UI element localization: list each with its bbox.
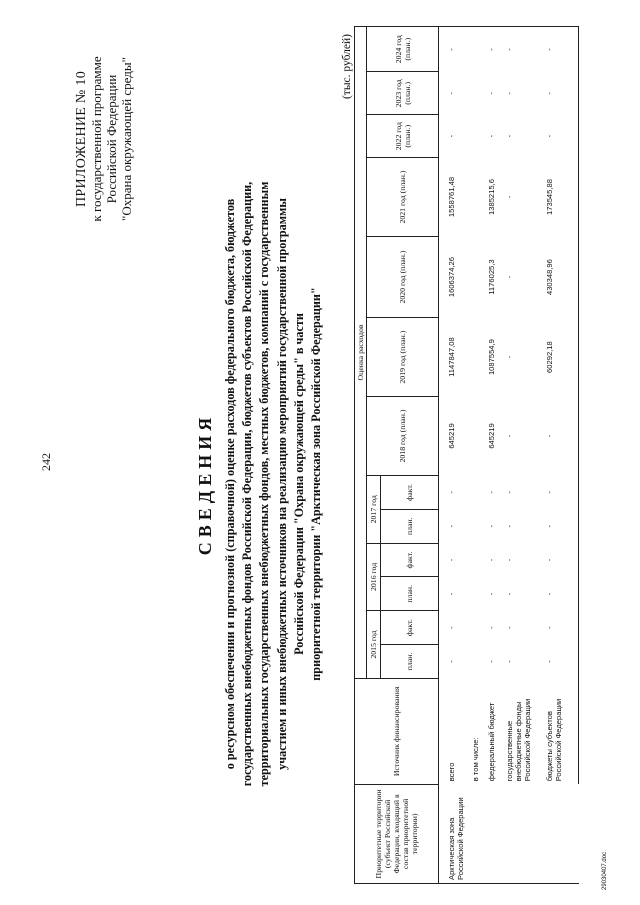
value-cell: - <box>504 434 514 438</box>
value-cell: 173545,88 <box>543 158 579 237</box>
value-cell: - <box>486 491 496 494</box>
header-year-2020: 2020 год (план.) <box>367 236 439 317</box>
table-row <box>485 27 503 884</box>
territory-name: Арктическая зона Российской Федерации <box>439 784 579 883</box>
value-cell: 1176025,3 <box>486 259 496 295</box>
header-fact: факт. <box>381 475 439 509</box>
value-cell <box>469 72 485 115</box>
header-year-2021: 2021 год (план.) <box>367 158 439 237</box>
header-fact: факт. <box>381 611 439 645</box>
header-year-2015: 2015 год <box>367 611 381 679</box>
header-year-2022: 2022 год (план.) <box>367 115 439 158</box>
value-cell: - <box>486 592 496 596</box>
value-cell: - <box>543 611 579 645</box>
document-code: 29030407.doc <box>602 851 608 890</box>
value-cell: - <box>543 397 579 476</box>
subheading-line: о ресурсном обеспечении и прогнозной (справочной) оценке расходов федерального бюджета, бюджетов <box>223 198 237 770</box>
value-cell: - <box>504 355 514 359</box>
value-cell <box>469 115 485 158</box>
value-cell: - <box>447 558 456 562</box>
value-cell <box>469 236 485 317</box>
value-cell: - <box>447 134 456 138</box>
appendix-title: ПРИЛОЖЕНИЕ № 10 <box>74 71 89 207</box>
value-cell: - <box>504 524 514 528</box>
table-row <box>503 27 543 884</box>
subheading-line: государственных внебюджетных фондов Российской Федерации, бюджетов субъектов Российской Федерации, <box>240 181 255 787</box>
value-cell: - <box>486 134 496 138</box>
value-cell: - <box>504 626 514 629</box>
source-cell: государственные внебюджетные фонды Российской Федерации <box>504 698 532 782</box>
appendix-line: к государственной программе <box>89 56 104 222</box>
value-cell: - <box>504 592 514 596</box>
value-cell: - <box>486 524 496 528</box>
unit-label: (тыс. рублей) <box>341 34 353 100</box>
source-cell: бюджеты субъектов Российской Федерации <box>543 678 579 784</box>
header-year-2018: 2018 год (план.) <box>367 397 439 476</box>
appendix-line: "Охрана окружающей среды" <box>119 57 134 221</box>
table-body <box>439 27 579 884</box>
header-fact: факт. <box>381 543 439 577</box>
source-cell: федеральный бюджет <box>486 702 496 782</box>
value-cell: - <box>485 27 503 72</box>
header-year-2019: 2019 год (план.) <box>367 318 439 397</box>
value-cell <box>469 611 485 645</box>
value-cell: - <box>447 92 456 95</box>
subheading-line: Российской Федерации "Охрана окружающей среды" в части <box>291 313 306 655</box>
header-source: Источник финансирования <box>355 678 439 784</box>
value-cell: - <box>439 27 469 72</box>
value-cell <box>469 27 485 72</box>
header-year-2024: 2024 год (план.) <box>367 27 439 72</box>
value-cell: - <box>504 558 514 562</box>
subheading-line: приоритетной территории "Арктическая зона Российской Федерации" <box>309 287 324 681</box>
appendix-block <box>74 29 134 249</box>
value-cell: - <box>543 475 579 509</box>
value-cell: - <box>504 134 514 138</box>
value-cell: 430348,96 <box>543 236 579 317</box>
subheading-line: территориальных государственных внебюджетных фондов, местных бюджетов, компаний с государственным <box>257 181 272 787</box>
source-cell: всего <box>447 762 456 782</box>
document-heading: СВЕДЕНИЯ <box>195 412 215 556</box>
value-cell: - <box>486 626 496 629</box>
value-cell: 1606374,26 <box>447 257 456 298</box>
value-cell: - <box>447 660 456 663</box>
value-cell: - <box>543 509 579 543</box>
value-cell: - <box>486 92 496 95</box>
value-cell: - <box>543 72 579 115</box>
value-cell: - <box>504 195 514 199</box>
source-cell: в том числе: <box>470 737 480 782</box>
rotated-page-content <box>18 14 618 884</box>
page-number: 242 <box>39 453 53 471</box>
header-year-2016: 2016 год <box>367 543 381 611</box>
value-cell <box>469 158 485 237</box>
value-cell: - <box>486 558 496 562</box>
value-cell: - <box>543 115 579 158</box>
value-cell: 1147847,08 <box>447 337 456 377</box>
value-cell: - <box>504 275 514 279</box>
header-plan: план. <box>381 645 439 679</box>
value-cell: - <box>503 27 543 72</box>
value-cell: 645219 <box>486 423 496 449</box>
value-cell: - <box>447 592 456 596</box>
table-row <box>543 27 579 884</box>
subheading-line: участием и иных внебюджетных источников на реализацию мероприятий государственной программы <box>274 198 289 770</box>
value-cell: - <box>486 660 496 663</box>
value-cell: 1385215,6 <box>486 179 496 215</box>
value-cell <box>469 475 485 509</box>
value-cell <box>469 318 485 397</box>
table-row <box>439 27 469 884</box>
value-cell: 645219 <box>447 423 456 449</box>
value-cell: 60292,18 <box>543 318 579 397</box>
header-plan: план. <box>381 577 439 611</box>
value-cell: - <box>543 543 579 577</box>
value-cell <box>469 397 485 476</box>
value-cell <box>469 543 485 577</box>
value-cell: - <box>504 660 514 663</box>
header-estimate: Оценка расходов <box>355 27 367 679</box>
header-year-2023: 2023 год (план.) <box>367 72 439 115</box>
value-cell <box>469 509 485 543</box>
value-cell: - <box>447 524 456 528</box>
value-cell: - <box>504 92 514 95</box>
value-cell <box>469 645 485 679</box>
expenditure-table <box>354 26 579 884</box>
value-cell: - <box>504 491 514 494</box>
value-cell: 1558761,48 <box>447 176 456 218</box>
header-year-2017: 2017 год <box>367 475 381 543</box>
value-cell: - <box>447 491 456 494</box>
value-cell: - <box>543 645 579 679</box>
value-cell: 1087554,9 <box>486 339 496 376</box>
value-cell: - <box>543 577 579 611</box>
header-territory: Приоритетные территории (субъект Российской Федерации, входящий в состав приоритетной территории) <box>355 784 439 883</box>
appendix-line: Российской Федерации <box>104 74 119 204</box>
header-plan: план. <box>381 509 439 543</box>
value-cell <box>469 577 485 611</box>
document-subheading <box>222 154 325 814</box>
value-cell: - <box>447 626 456 629</box>
table-row <box>469 27 485 884</box>
value-cell: - <box>543 27 579 72</box>
